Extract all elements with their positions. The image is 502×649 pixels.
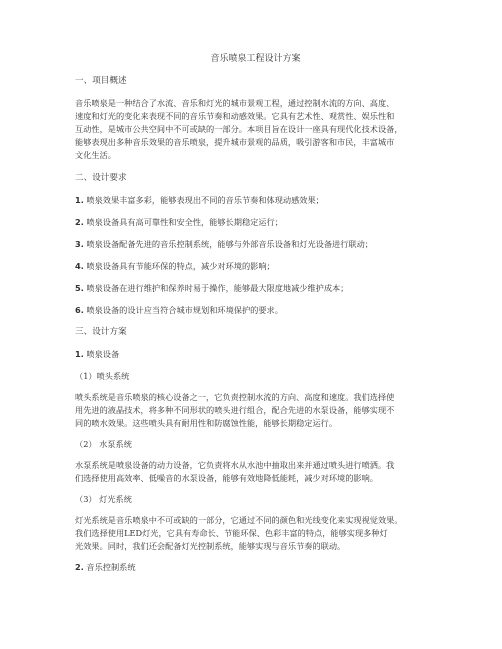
design-part-text: 音乐控制系统 — [86, 562, 136, 572]
requirement-text: 喷泉设备具有节能环保的特点，减少对环境的影响； — [86, 261, 275, 271]
requirement-text: 喷泉效果丰富多彩，能够表现出不同的音乐节奏和体现动感效果； — [86, 195, 324, 205]
subsection-label-nozzle: （1）喷头系统 — [75, 371, 130, 381]
design-part-number: 1. — [75, 349, 84, 359]
requirement-item — [75, 216, 436, 228]
overview-paragraph: 音乐喷泉是一种结合了水流、音乐和灯光的城市景观工程，通过控制水流的方向、高度、 速度和灯光的变化来表现不同的音乐节奏和动感效果。它具有艺术性、观赏性、娱乐性和 互动性，是城市公共空间中不可或缺的一部分。本项目旨在设计一座具有现代化技术设备， 能够表现出多种音乐效果的音乐喷泉，提升城市景观的品质，吸引游客和市民，丰富城市 文化生活。 — [75, 98, 403, 160]
subsection-label-lighting: （3） 灯光系统 — [75, 494, 132, 504]
design-part-heading — [75, 348, 436, 360]
requirement-item — [75, 238, 436, 250]
requirement-number: 2. — [75, 217, 84, 227]
pump-paragraph: 水泵系统是喷泉设备的动力设备，它负责将水从水池中抽取出来并通过喷头进行喷洒。我 们选择使用高效率、低噪音的水泵设备，能够有效地降低能耗，减少对环境的影响。 — [75, 460, 395, 483]
requirement-text: 喷泉设备配备先进的音乐控制系统，能够与外部音乐设备和灯光设备进行联动； — [86, 239, 373, 249]
design-part-number: 2. — [75, 562, 84, 572]
design-part-text: 喷泉设备 — [86, 349, 120, 359]
requirement-number: 5. — [75, 283, 84, 293]
requirement-item — [75, 260, 436, 272]
requirement-item — [75, 282, 436, 294]
subsection-label-pump: （2） 水泵系统 — [75, 439, 132, 449]
section-heading-overview: 一、项目概述 — [75, 76, 127, 86]
lighting-paragraph: 灯光系统是音乐喷泉中不可或缺的一部分，它通过不同的颜色和光线变化来实现视觉效果。 我们选择使用LED灯光，它具有寿命长、节能环保、色彩丰富的特点，能够实现多种灯 光效果。同时，我们还会配备灯光控制系统，能够实现与音乐节奏的联动。 — [75, 515, 403, 551]
requirement-number: 3. — [75, 239, 84, 249]
requirement-number: 1. — [75, 195, 84, 205]
requirement-text: 喷泉设备具有高可靠性和安全性，能够长期稳定运行； — [86, 217, 283, 227]
document-title: 音乐喷泉工程设计方案 — [210, 54, 301, 64]
requirement-text: 喷泉设备的设计应当符合城市规划和环境保护的要求。 — [86, 305, 283, 315]
section-heading-requirements: 二、设计要求 — [75, 173, 127, 183]
section-heading-design: 三、设计方案 — [75, 327, 127, 337]
requirement-text: 喷泉设备在进行维护和保养时易于操作，能够最大限度地减少维护成本； — [86, 283, 349, 293]
requirement-number: 4. — [75, 261, 84, 271]
requirement-item — [75, 194, 436, 206]
requirement-number: 6. — [75, 305, 84, 315]
requirement-item — [75, 304, 436, 316]
design-part-heading — [75, 561, 436, 573]
nozzle-paragraph: 喷头系统是音乐喷泉的核心设备之一，它负责控制水流的方向、高度和速度。我们选择使 用先进的液晶技术，将多种不同形状的喷头进行组合，配合先进的水泵设备，能够实现不 同的喷水效果。这些喷头具有耐用性和防腐蚀性能，能够长期稳定运行。 — [75, 392, 395, 428]
